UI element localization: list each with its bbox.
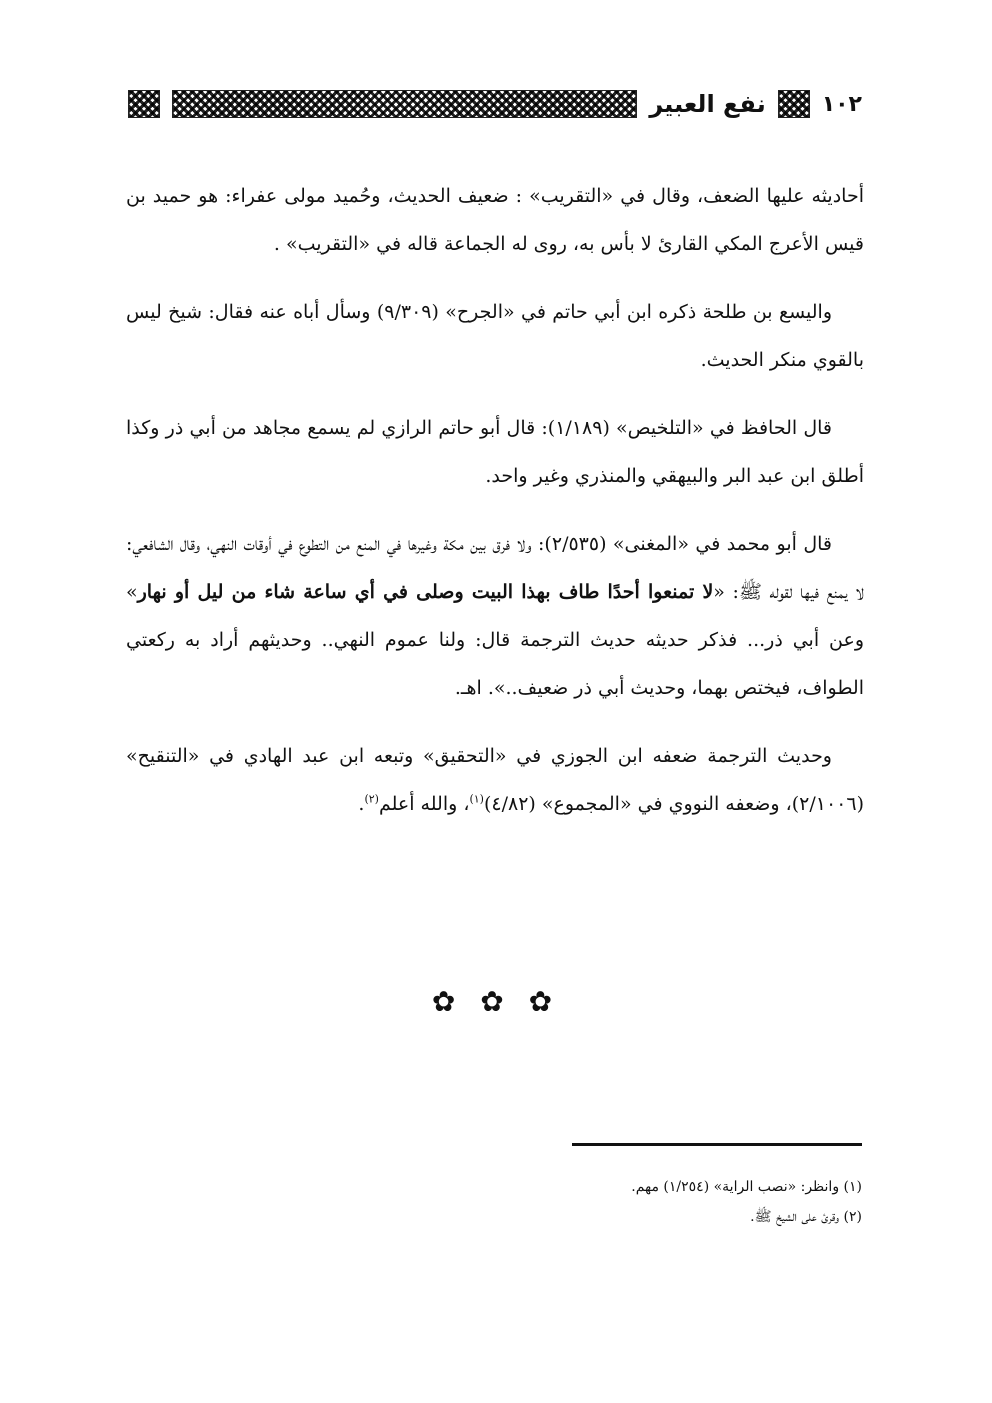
paragraph-4-before: قال أبو محمد في «المغنى» (٢/٥٣٥): ولا فرق بين مكة وغيرها في المنع من التطوع في أوقات النهي، وقال الشافعي: لا يمنع فيها لقوله ﷺ: « — [126, 533, 864, 603]
footnote-separator — [572, 1143, 862, 1146]
section-ornament: ✿ ✿ ✿ — [431, 985, 561, 1018]
paragraph-4-after: » وعن أبي ذر... فذكر حديثه حديث الترجمة قال: ولنا عموم النهي.. وحديثهم أراد به ركعتي الطواف، فيختص بهما، وحديث أبي ذر ضعيف..». اهـ. — [126, 581, 864, 699]
paragraph-3 — [126, 404, 864, 500]
paragraph-5-middle: ، والله أعلم — [378, 793, 470, 815]
hadith-quote: لا تمنعوا أحدًا طاف بهذا البيت وصلى في أي ساعة شاء من ليل أو نهار — [137, 581, 714, 603]
book-title: نفع العبير — [649, 90, 766, 118]
page-header — [128, 84, 862, 124]
paragraph-5-before: وحديث الترجمة ضعفه ابن الجوزي في «التحقيق» وتبعه ابن عبد الهادي في «التنقيح» (٢/١٠٠٦)، وضعفه النووي في «المجموع» (٤/٨٢) — [126, 745, 864, 815]
decorative-band — [172, 90, 637, 118]
footnote-ref-2[interactable]: (٢) — [364, 792, 379, 806]
paragraph-1: أحاديثه عليها الضعف، وقال في «التقريب» : ضعيف الحديث، وحُميد مولى عفراء: هو حميد بن قيس الأعرج المكي القارئ لا بأس به، روى له الجماعة قاله في «التقريب» . — [126, 185, 864, 255]
paragraph-2 — [126, 288, 864, 384]
decorative-band-left — [778, 90, 810, 118]
page-number: ١٠٢ — [821, 91, 862, 117]
footnotes — [420, 1172, 862, 1232]
paragraph-5-end: . — [358, 793, 365, 815]
paragraph-3-text: قال الحافظ في «التلخيص» (١/١٨٩): قال أبو حاتم الرازي لم يسمع مجاهد من أبي ذر وكذا أطلق ابن عبد البر والبيهقي والمنذري وغير واحد. — [126, 417, 864, 487]
body-text — [126, 172, 864, 848]
footnote-ref-1[interactable]: (١) — [469, 792, 484, 806]
paragraph-5 — [126, 732, 864, 828]
footnote-2: (٢) وقرئ على الشيخ ﷺ. — [750, 1209, 862, 1225]
paragraph-2-text: واليسع بن طلحة ذكره ابن أبي حاتم في «الجرح» (٩/٣٠٩) وسأل أباه عنه فقال: شيخ ليس بالقوي منكر الحديث. — [126, 301, 864, 371]
footnote-1: (١) وانظر: «نصب الراية» (١/٢٥٤) مهم. — [631, 1179, 862, 1195]
decorative-band-right — [128, 90, 160, 118]
paragraph-4 — [126, 520, 864, 712]
